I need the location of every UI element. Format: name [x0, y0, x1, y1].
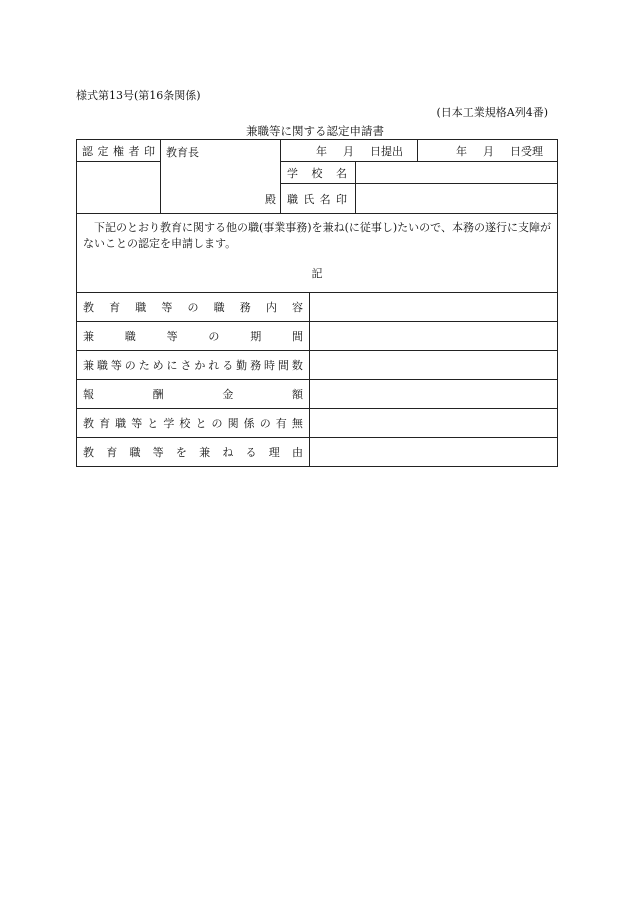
submitted-date[interactable]: 年 月 日提出	[281, 140, 418, 162]
item-row	[77, 293, 558, 322]
paper-spec: (日本工業規格A列4番)	[436, 106, 548, 119]
approver-seal-box[interactable]	[77, 162, 161, 214]
name-seal-label: 職 氏 名 印	[281, 184, 356, 214]
addressee: 教育長	[166, 146, 199, 159]
item-row	[77, 409, 558, 438]
item-value[interactable]	[310, 438, 558, 467]
item-value[interactable]	[310, 322, 558, 351]
name-seal-field[interactable]	[356, 184, 558, 214]
item-row	[77, 380, 558, 409]
addressee-cell	[161, 140, 281, 214]
school-name-field[interactable]	[356, 162, 558, 184]
school-name-label: 学 校 名	[281, 162, 356, 184]
statement-cell	[77, 214, 558, 293]
item-row	[77, 351, 558, 380]
item-label: 兼 職 等 の 期 間	[77, 322, 310, 351]
honorific: 殿	[265, 193, 276, 206]
item-value[interactable]	[310, 409, 558, 438]
form-title: 兼職等に関する認定申請書	[246, 124, 384, 138]
items-table	[76, 292, 558, 467]
received-date[interactable]: 年 月 日受理	[418, 140, 558, 162]
item-label: 教 育 職 等 を 兼 ね る 理 由	[77, 438, 310, 467]
form-number: 様式第13号(第16条関係)	[76, 89, 201, 102]
item-value[interactable]	[310, 380, 558, 409]
ki-label: 記	[311, 267, 323, 280]
item-label: 兼 職 等 の た め に さ か れ る 勤 務 時 間 数	[77, 351, 310, 380]
item-row	[77, 322, 558, 351]
header-table	[76, 139, 558, 293]
item-row	[77, 438, 558, 467]
item-label: 教 育 職 等 と 学 校 と の 関 係 の 有 無	[77, 409, 310, 438]
item-value[interactable]	[310, 293, 558, 322]
item-label: 教 育 職 等 の 職 務 内 容	[77, 293, 310, 322]
approver-seal-label: 認 定 権 者 印	[77, 140, 161, 162]
item-label: 報 酬 金 額	[77, 380, 310, 409]
item-value[interactable]	[310, 351, 558, 380]
statement-text: 下記のとおり教育に関する他の職(事業事務)を兼ね(に従事し)たいので、本務の遂行に支障がないことの認定を申請します。	[83, 221, 551, 250]
